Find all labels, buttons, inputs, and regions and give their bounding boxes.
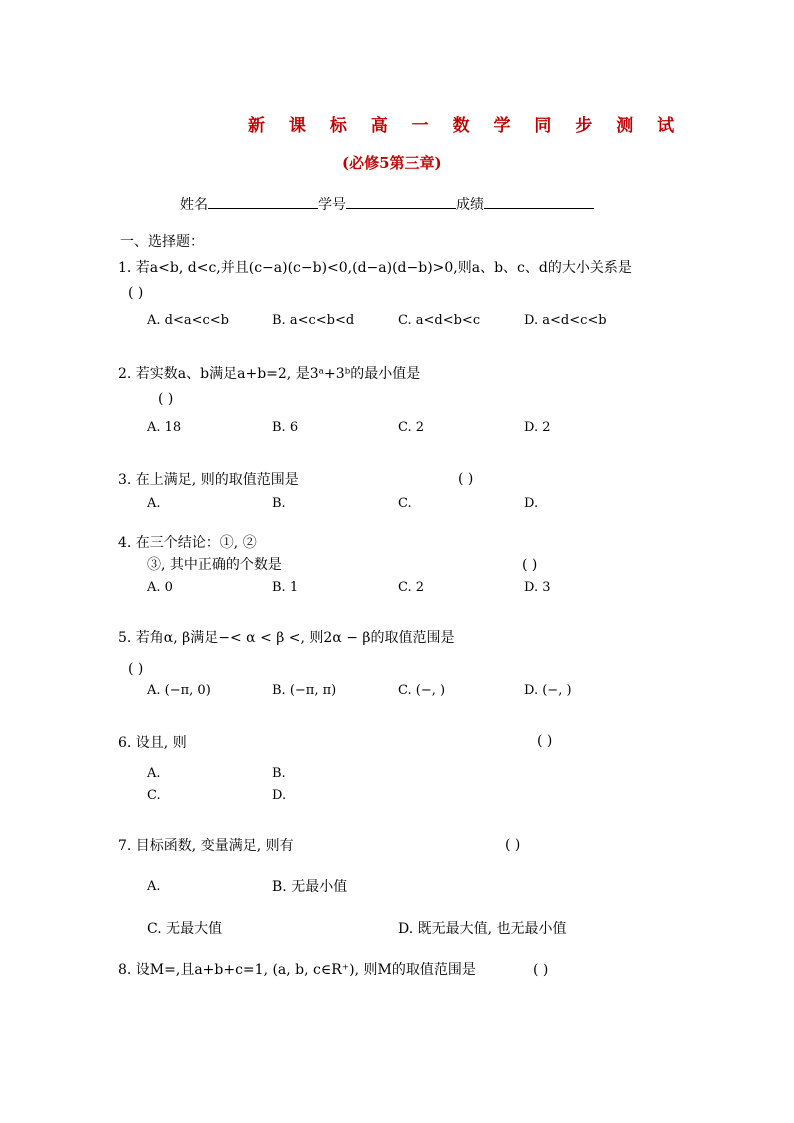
question-1-option-d[interactable]: D. a<d<c<b — [524, 313, 607, 328]
student-id-field[interactable] — [346, 194, 456, 209]
question-2-option-d[interactable]: D. 2 — [524, 420, 551, 435]
score-field[interactable] — [484, 194, 594, 209]
question-1-option-c[interactable]: C. a<d<b<c — [398, 313, 481, 328]
question-4-option-a[interactable]: A. 0 — [147, 580, 173, 595]
info-line — [180, 194, 594, 213]
question-8-text: 8. 设M=,且a+b+c=1, (a, b, c∈R⁺), 则M的取值范围是 — [118, 962, 476, 978]
question-2-option-c[interactable]: C. 2 — [398, 420, 425, 435]
question-3-text: 3. 在上满足, 则的取值范围是 — [118, 472, 299, 488]
question-3-option-a[interactable]: A. — [147, 496, 161, 511]
question-6-option-d[interactable]: D. — [272, 788, 287, 803]
question-5-text: 5. 若角α, β满足−< α < β <, 则2α − β的取值范围是 — [118, 630, 455, 646]
question-7-option-c[interactable]: C. 无最大值 — [147, 921, 223, 937]
question-5-option-d[interactable]: D. (−, ) — [524, 683, 572, 698]
question-5-bracket: ( ) — [128, 661, 144, 677]
question-4-option-d[interactable]: D. 3 — [524, 580, 551, 595]
score-label: 成绩 — [456, 197, 484, 213]
question-4-text-line2: ③, 其中正确的个数是 — [147, 557, 282, 573]
question-2-text: 2. 若实数a、b满足a+b=2, 是3ᵃ+3ᵇ的最小值是 — [118, 366, 421, 382]
question-3-option-b[interactable]: B. — [272, 496, 286, 511]
question-8-bracket: ( ) — [533, 962, 549, 978]
question-7-text: 7. 目标函数, 变量满足, 则有 — [118, 838, 294, 854]
page-title: 新 课 标 高 一 数 学 同 步 测 试 — [248, 116, 684, 136]
question-3-bracket: ( ) — [458, 471, 474, 487]
question-6-option-b[interactable]: B. — [272, 766, 286, 781]
question-6-bracket: ( ) — [537, 733, 553, 749]
question-7-bracket: ( ) — [505, 837, 521, 853]
question-7-option-b[interactable]: B. 无最小值 — [272, 879, 348, 895]
question-7-option-a[interactable]: A. — [147, 879, 161, 894]
question-5-option-c[interactable]: C. (−, ) — [398, 683, 446, 698]
name-label: 姓名 — [180, 197, 208, 213]
name-field[interactable] — [208, 194, 318, 209]
question-4-bracket: ( ) — [522, 557, 538, 573]
question-1-option-a[interactable]: A. d<a<c<b — [147, 313, 230, 328]
question-3-option-c[interactable]: C. — [398, 496, 412, 511]
question-3-option-d[interactable]: D. — [524, 496, 539, 511]
question-7-option-d[interactable]: D. 既无最大值, 也无最小值 — [398, 921, 567, 937]
question-4-option-c[interactable]: C. 2 — [398, 580, 425, 595]
question-5-option-b[interactable]: B. (−π, π) — [272, 683, 337, 698]
question-4-text: 4. 在三个结论：①, ② — [118, 535, 257, 551]
question-6-text: 6. 设且, 则 — [118, 735, 187, 751]
question-2-bracket: ( ) — [158, 391, 174, 407]
student-id-label: 学号 — [318, 197, 346, 213]
section-title: 一、选择题： — [120, 234, 204, 250]
page-subtitle: (必修5第三章) — [342, 154, 442, 172]
question-1-text: 1. 若a<b, d<c,并且(c−a)(c−b)<0,(d−a)(d−b)>0,则a、b、c、d的大小关系是 — [118, 260, 632, 276]
question-1-bracket: ( ) — [128, 285, 144, 301]
question-1-option-b[interactable]: B. a<c<b<d — [272, 313, 355, 328]
question-2-option-b[interactable]: B. 6 — [272, 420, 299, 435]
question-5-option-a[interactable]: A. (−π, 0) — [147, 683, 211, 698]
question-4-option-b[interactable]: B. 1 — [272, 580, 299, 595]
question-6-option-a[interactable]: A. — [147, 766, 161, 781]
question-2-option-a[interactable]: A. 18 — [147, 420, 182, 435]
question-6-option-c[interactable]: C. — [147, 788, 161, 803]
